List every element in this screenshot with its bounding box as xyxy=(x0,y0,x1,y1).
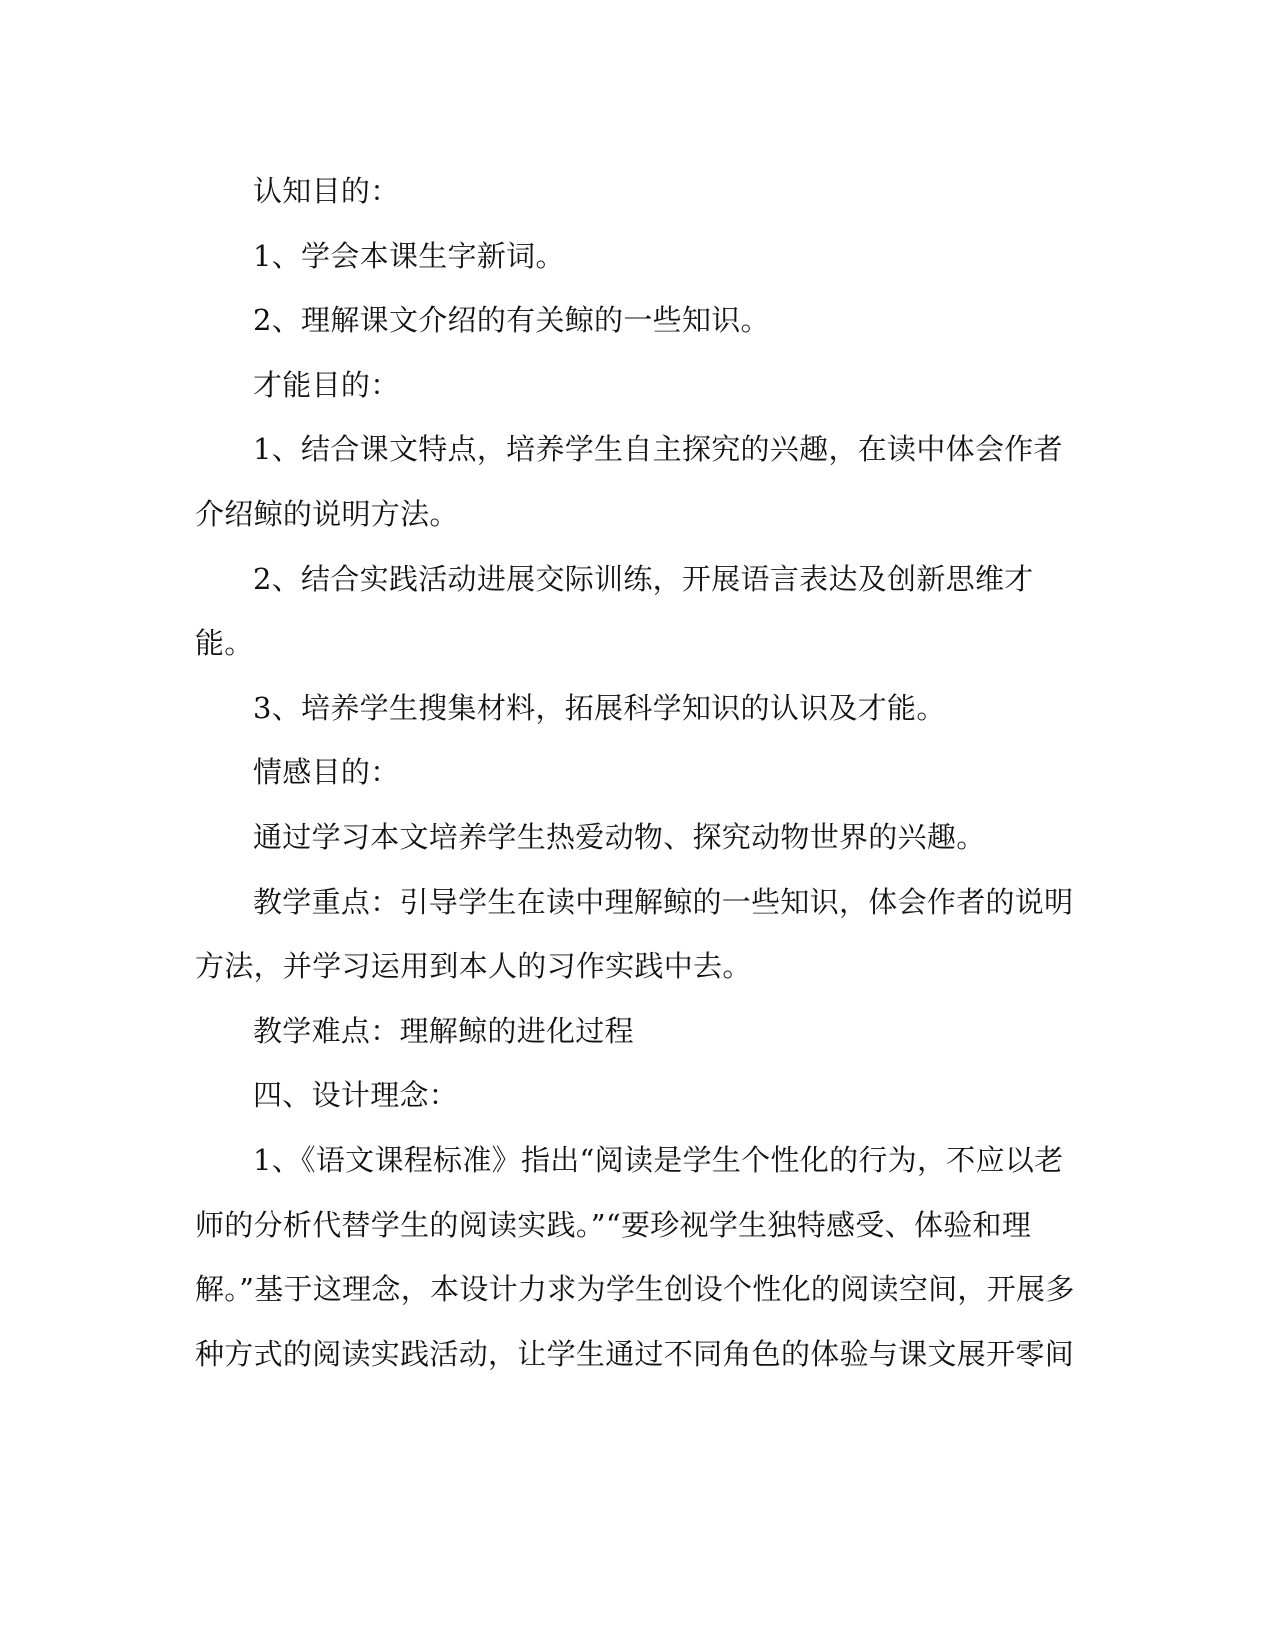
emotional-goal: 通过学习本文培养学生热爱动物、探究动物世界的兴趣。 xyxy=(253,819,986,854)
heading-emotional-goals: 情感目的： xyxy=(253,755,400,790)
ability-goal-3: 3、培养学生搜集材料，拓展科学知识的认识及才能。 xyxy=(253,690,946,725)
cognitive-goal-1: 1、学会本课生字新词。 xyxy=(253,238,565,273)
ability-goal-2: 2、结合实践活动进展交际训练，开展语言表达及创新思维才能。 xyxy=(195,561,1034,661)
heading-design-concept: 四、设计理念： xyxy=(253,1078,459,1113)
heading-cognitive-goals: 认知目的： xyxy=(253,174,400,208)
teaching-focus: 教学重点：引导学生在读中理解鲸的一些知识，体会作者的说明方法，并学习运用到本人的习作实践中去。 xyxy=(195,884,1074,984)
teaching-difficulty: 教学难点：理解鲸的进化过程 xyxy=(253,1013,634,1048)
cognitive-goal-2: 2、理解课文介绍的有关鲸的一些知识。 xyxy=(253,303,770,338)
document-body xyxy=(195,159,1075,1386)
ability-goal-1: 1、结合课文特点，培养学生自主探究的兴趣，在读中体会作者介绍鲸的说明方法。 xyxy=(195,432,1063,531)
design-concept-1: 1、《语文课程标准》指出“阅读是学生个性化的行为，不应以老师的分析代替学生的阅读实践。”“要珍视学生独特感受、体验和理解。”基于这理念，本设计力求为学生创设个性化的阅读空间，开展多种方式的阅读实践活动，让学生通过不同角色的体验与课文展开零间 xyxy=(195,1142,1075,1371)
heading-ability-goals: 才能目的： xyxy=(253,367,400,402)
